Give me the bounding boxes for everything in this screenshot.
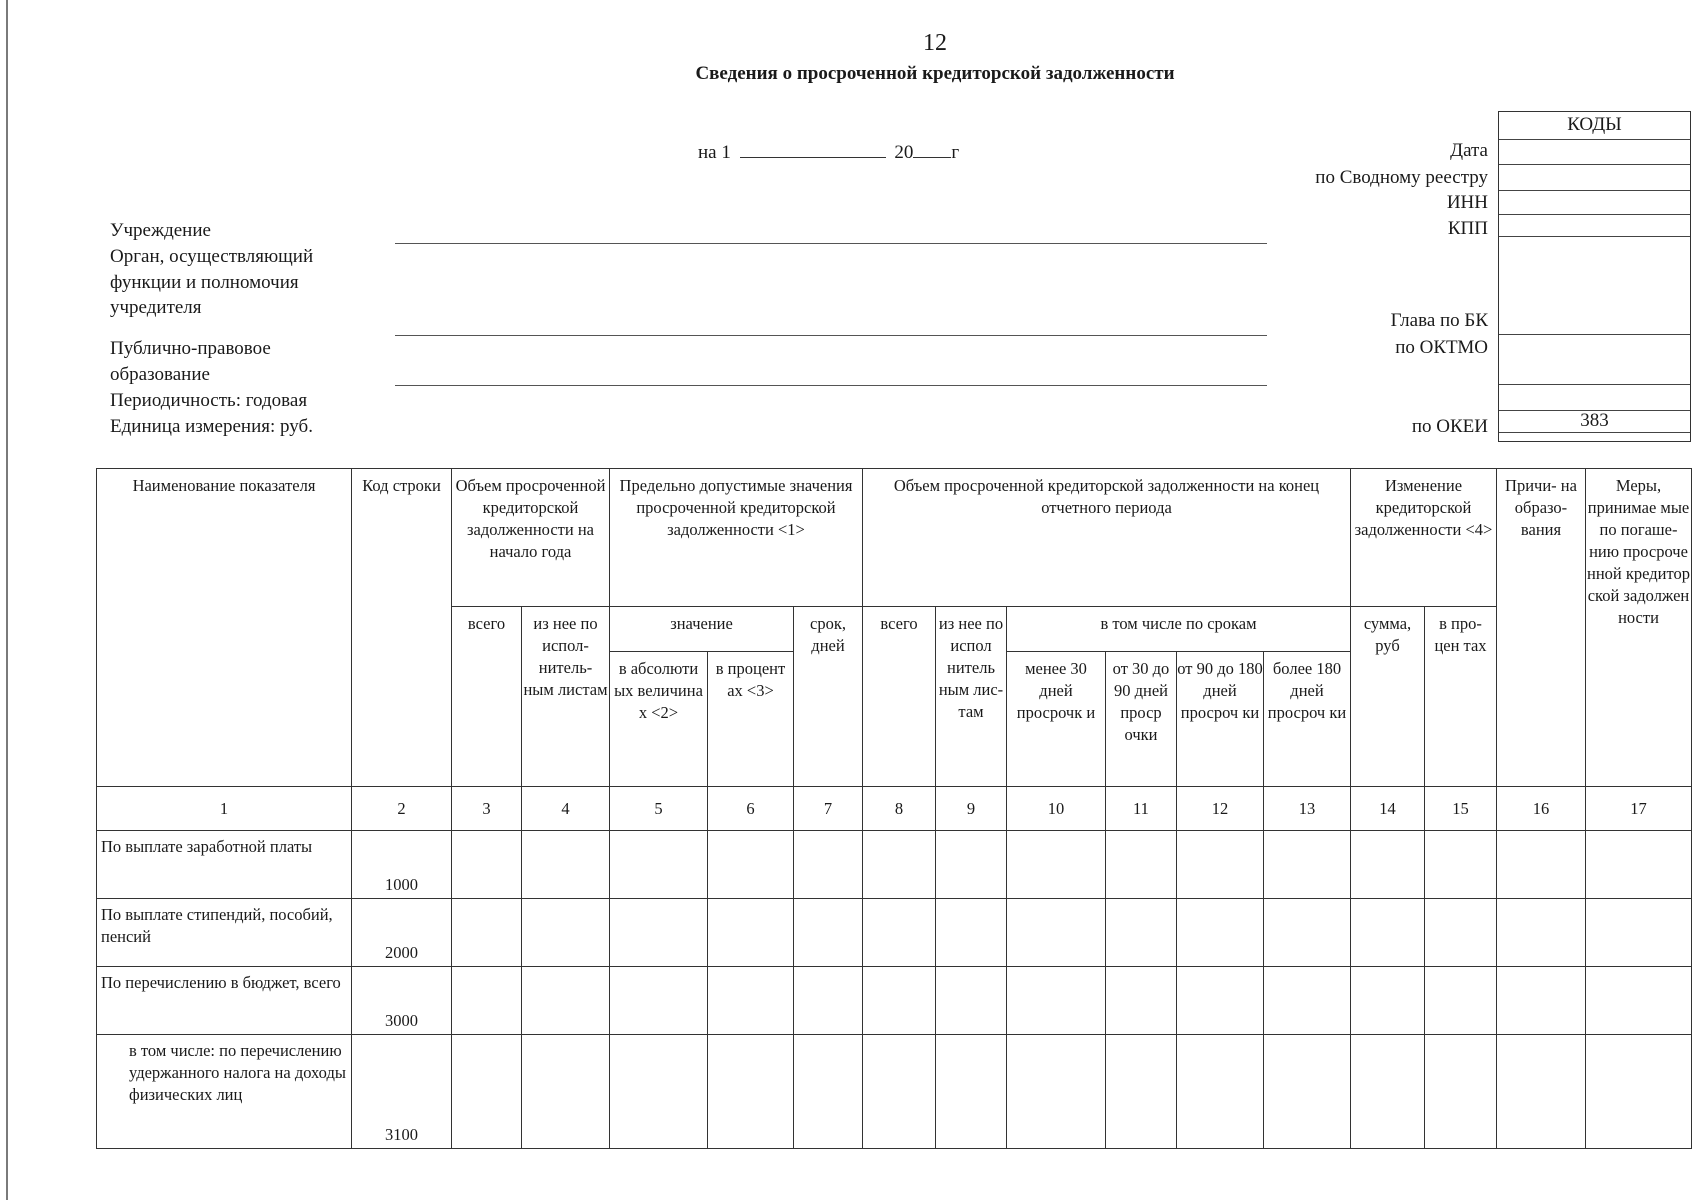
column-number: 5: [610, 787, 708, 831]
column-number: 7: [794, 787, 863, 831]
value-cell-col-12[interactable]: [1177, 899, 1264, 967]
header-limit-value: значение: [610, 607, 794, 652]
header-30-90-days: от 30 до 90 дней проср очки: [1106, 652, 1177, 787]
value-cell-col-4[interactable]: [522, 899, 610, 967]
okei-code-cell[interactable]: [1499, 410, 1690, 433]
header-name: Наименование показателя: [97, 469, 352, 787]
header-end-exec: из нее по испол нитель ным лис- там: [936, 607, 1007, 787]
founder-fill-line[interactable]: [395, 335, 1267, 336]
founder-label-line-1: Орган, осуществляющий: [110, 246, 314, 267]
value-cell-col-15[interactable]: [1425, 899, 1497, 967]
code-label-okei: по ОКЕИ: [1411, 416, 1488, 437]
column-number: 6: [708, 787, 794, 831]
codes-title: КОДЫ: [1567, 114, 1622, 135]
institution-fill-line[interactable]: [395, 243, 1267, 244]
value-cell-col-4[interactable]: [522, 1035, 610, 1149]
column-number: 2: [352, 787, 452, 831]
value-cell-col-16[interactable]: [1497, 1035, 1586, 1149]
value-cell-col-17[interactable]: [1586, 831, 1692, 899]
value-cell-col-12[interactable]: [1177, 1035, 1264, 1149]
value-cell-col-4[interactable]: [522, 967, 610, 1035]
code-label-registry: по Сводному реестру: [1315, 167, 1488, 188]
header-begin-volume: Объем просроченной кредиторской задолженности на начало года: [452, 469, 610, 607]
value-cell-col-13[interactable]: [1264, 899, 1351, 967]
value-cell-col-13[interactable]: [1264, 967, 1351, 1035]
table-row: [97, 1035, 1692, 1149]
codes-box: [1498, 111, 1691, 442]
value-cell-col-10[interactable]: [1007, 1035, 1106, 1149]
value-cell-col-6[interactable]: [708, 1035, 794, 1149]
value-cell-col-9[interactable]: [936, 831, 1007, 899]
value-cell-col-8[interactable]: [863, 967, 936, 1035]
oktmo-code-cell[interactable]: [1499, 334, 1690, 385]
value-cell-col-17[interactable]: [1586, 899, 1692, 967]
table-row: [97, 831, 1692, 899]
periodicity-code-cell[interactable]: [1499, 384, 1690, 411]
kpp-code-cell[interactable]: [1499, 214, 1690, 237]
column-number: 16: [1497, 787, 1586, 831]
date-suffix: г: [951, 142, 960, 163]
inn-code-cell[interactable]: [1499, 190, 1690, 215]
value-cell-col-17[interactable]: [1586, 1035, 1692, 1149]
value-cell-col-14[interactable]: [1351, 899, 1425, 967]
value-cell-col-5[interactable]: [610, 967, 708, 1035]
value-cell-col-7[interactable]: [794, 899, 863, 967]
value-cell-col-16[interactable]: [1497, 899, 1586, 967]
page-edge: [6, 0, 8, 1200]
public-entity-label-line-1: Публично-правовое: [110, 338, 271, 359]
value-cell-col-17[interactable]: [1586, 967, 1692, 1035]
value-cell-col-15[interactable]: [1425, 1035, 1497, 1149]
header-row-1: [97, 469, 1692, 607]
table-row: [97, 899, 1692, 967]
value-cell-col-15[interactable]: [1425, 967, 1497, 1035]
table-row: [97, 967, 1692, 1035]
header-by-terms: в том числе по срокам: [1007, 607, 1351, 652]
value-cell-col-4[interactable]: [522, 831, 610, 899]
header-90-180-days: от 90 до 180 дней просроч ки: [1177, 652, 1264, 787]
row-name: По выплате заработной платы: [97, 831, 352, 899]
column-number: 8: [863, 787, 936, 831]
value-cell-col-3[interactable]: [452, 831, 522, 899]
value-cell-col-5[interactable]: [610, 1035, 708, 1149]
header-limit-percent: в процент ах <3>: [708, 652, 794, 787]
value-cell-col-11[interactable]: [1106, 831, 1177, 899]
column-number: 3: [452, 787, 522, 831]
value-cell-col-5[interactable]: [610, 899, 708, 967]
value-cell-col-15[interactable]: [1425, 831, 1497, 899]
value-cell-col-9[interactable]: [936, 967, 1007, 1035]
value-cell-col-13[interactable]: [1264, 1035, 1351, 1149]
value-cell-col-9[interactable]: [936, 1035, 1007, 1149]
value-cell-col-14[interactable]: [1351, 1035, 1425, 1149]
column-number: 10: [1007, 787, 1106, 831]
row-code: 2000: [352, 899, 452, 967]
header-end-volume: Объем просроченной кредиторской задолженности на конец отчетного периода: [863, 469, 1351, 607]
column-number: 13: [1264, 787, 1351, 831]
header-begin-total: всего: [452, 607, 522, 787]
overdue-payables-table: [96, 468, 1692, 1149]
value-cell-col-8[interactable]: [863, 899, 936, 967]
document-title: Сведения о просроченной кредиторской задолженности: [695, 63, 1175, 84]
header-change-sum: сумма, руб: [1351, 607, 1425, 787]
value-cell-col-6[interactable]: [708, 831, 794, 899]
data-rows: [97, 831, 1692, 1149]
date-year-prefix: 20: [894, 142, 914, 163]
value-cell-col-6[interactable]: [708, 967, 794, 1035]
code-label-glava: Глава по БК: [1390, 310, 1488, 331]
periodicity-label: Периодичность: годовая: [110, 390, 308, 411]
unit-label: Единица измерения: руб.: [110, 416, 313, 437]
header-change: Изменение кредиторской задолженности <4>: [1351, 469, 1497, 607]
value-cell-col-11[interactable]: [1106, 967, 1177, 1035]
value-cell-col-12[interactable]: [1177, 967, 1264, 1035]
value-cell-col-7[interactable]: [794, 967, 863, 1035]
date-day-month-blank[interactable]: [740, 141, 886, 158]
value-cell-col-14[interactable]: [1351, 967, 1425, 1035]
founder-label-line-3: учредителя: [110, 297, 202, 318]
value-cell-col-16[interactable]: [1497, 967, 1586, 1035]
glava-code-cell[interactable]: [1499, 236, 1690, 335]
value-cell-col-7[interactable]: [794, 1035, 863, 1149]
column-number: 9: [936, 787, 1007, 831]
registry-code-cell[interactable]: [1499, 164, 1690, 191]
codes-title-cell: [1499, 112, 1690, 140]
code-label-date: Дата: [1450, 140, 1488, 161]
header-limit-absolute: в абсолюти ых величина х <2>: [610, 652, 708, 787]
value-cell-col-12[interactable]: [1177, 831, 1264, 899]
value-cell-col-5[interactable]: [610, 831, 708, 899]
row-name: в том числе: по перечислению удержанного налога на доходы физических лиц: [97, 1035, 352, 1149]
value-cell-col-10[interactable]: [1007, 899, 1106, 967]
value-cell-col-8[interactable]: [863, 1035, 936, 1149]
value-cell-col-3[interactable]: [452, 1035, 522, 1149]
value-cell-col-3[interactable]: [452, 967, 522, 1035]
page-number: 12: [923, 30, 947, 56]
value-cell-col-14[interactable]: [1351, 831, 1425, 899]
value-cell-col-3[interactable]: [452, 899, 522, 967]
column-number: 17: [1586, 787, 1692, 831]
value-cell-col-16[interactable]: [1497, 831, 1586, 899]
code-label-inn: ИНН: [1446, 192, 1488, 213]
header-end-total: всего: [863, 607, 936, 787]
header-reason: Причи- на образо- вания: [1497, 469, 1586, 787]
column-number: 1: [97, 787, 352, 831]
date-prefix: на 1: [698, 142, 731, 163]
header-begin-exec: из нее по испол- нитель- ным листам: [522, 607, 610, 787]
value-cell-col-7[interactable]: [794, 831, 863, 899]
value-cell-col-10[interactable]: [1007, 967, 1106, 1035]
founder-label-line-2: функции и полномочия: [110, 272, 299, 293]
header-change-percent: в про- цен тах: [1425, 607, 1497, 787]
value-cell-col-9[interactable]: [936, 899, 1007, 967]
column-number: 4: [522, 787, 610, 831]
header-limits: Предельно допустимые значения просроченной кредиторской задолженности <1>: [610, 469, 863, 607]
value-cell-col-11[interactable]: [1106, 899, 1177, 967]
value-cell-col-13[interactable]: [1264, 831, 1351, 899]
header-limit-term: срок, дней: [794, 607, 863, 787]
public-entity-fill-line[interactable]: [395, 385, 1267, 386]
column-number: 15: [1425, 787, 1497, 831]
public-entity-label-line-2: образование: [110, 364, 210, 385]
report-date-line: [698, 141, 959, 164]
date-code-cell[interactable]: [1499, 139, 1690, 165]
row-code: 3100: [352, 1035, 452, 1149]
date-year-blank[interactable]: [913, 141, 951, 158]
header-measures: Меры, принимае мые по погаше- нию просроче нной кредитор ской задолжен ности: [1586, 469, 1692, 787]
okei-code-value: 383: [1580, 410, 1609, 431]
row-code: 3000: [352, 967, 452, 1035]
column-number: 12: [1177, 787, 1264, 831]
column-number-row: [97, 787, 1692, 831]
value-cell-col-6[interactable]: [708, 899, 794, 967]
column-number: 11: [1106, 787, 1177, 831]
row-name: По выплате стипендий, пособий, пенсий: [97, 899, 352, 967]
row-code: 1000: [352, 831, 452, 899]
institution-label: Учреждение: [110, 220, 211, 241]
code-label-kpp: КПП: [1447, 218, 1488, 239]
code-label-oktmo: по ОКТМО: [1395, 337, 1488, 358]
value-cell-col-8[interactable]: [863, 831, 936, 899]
header-more-180-days: более 180 дней просроч ки: [1264, 652, 1351, 787]
row-name: По перечислению в бюджет, всего: [97, 967, 352, 1035]
value-cell-col-11[interactable]: [1106, 1035, 1177, 1149]
header-code: Код строки: [352, 469, 452, 787]
value-cell-col-10[interactable]: [1007, 831, 1106, 899]
column-number: 14: [1351, 787, 1425, 831]
header-less-30-days: менее 30 дней просрочк и: [1007, 652, 1106, 787]
